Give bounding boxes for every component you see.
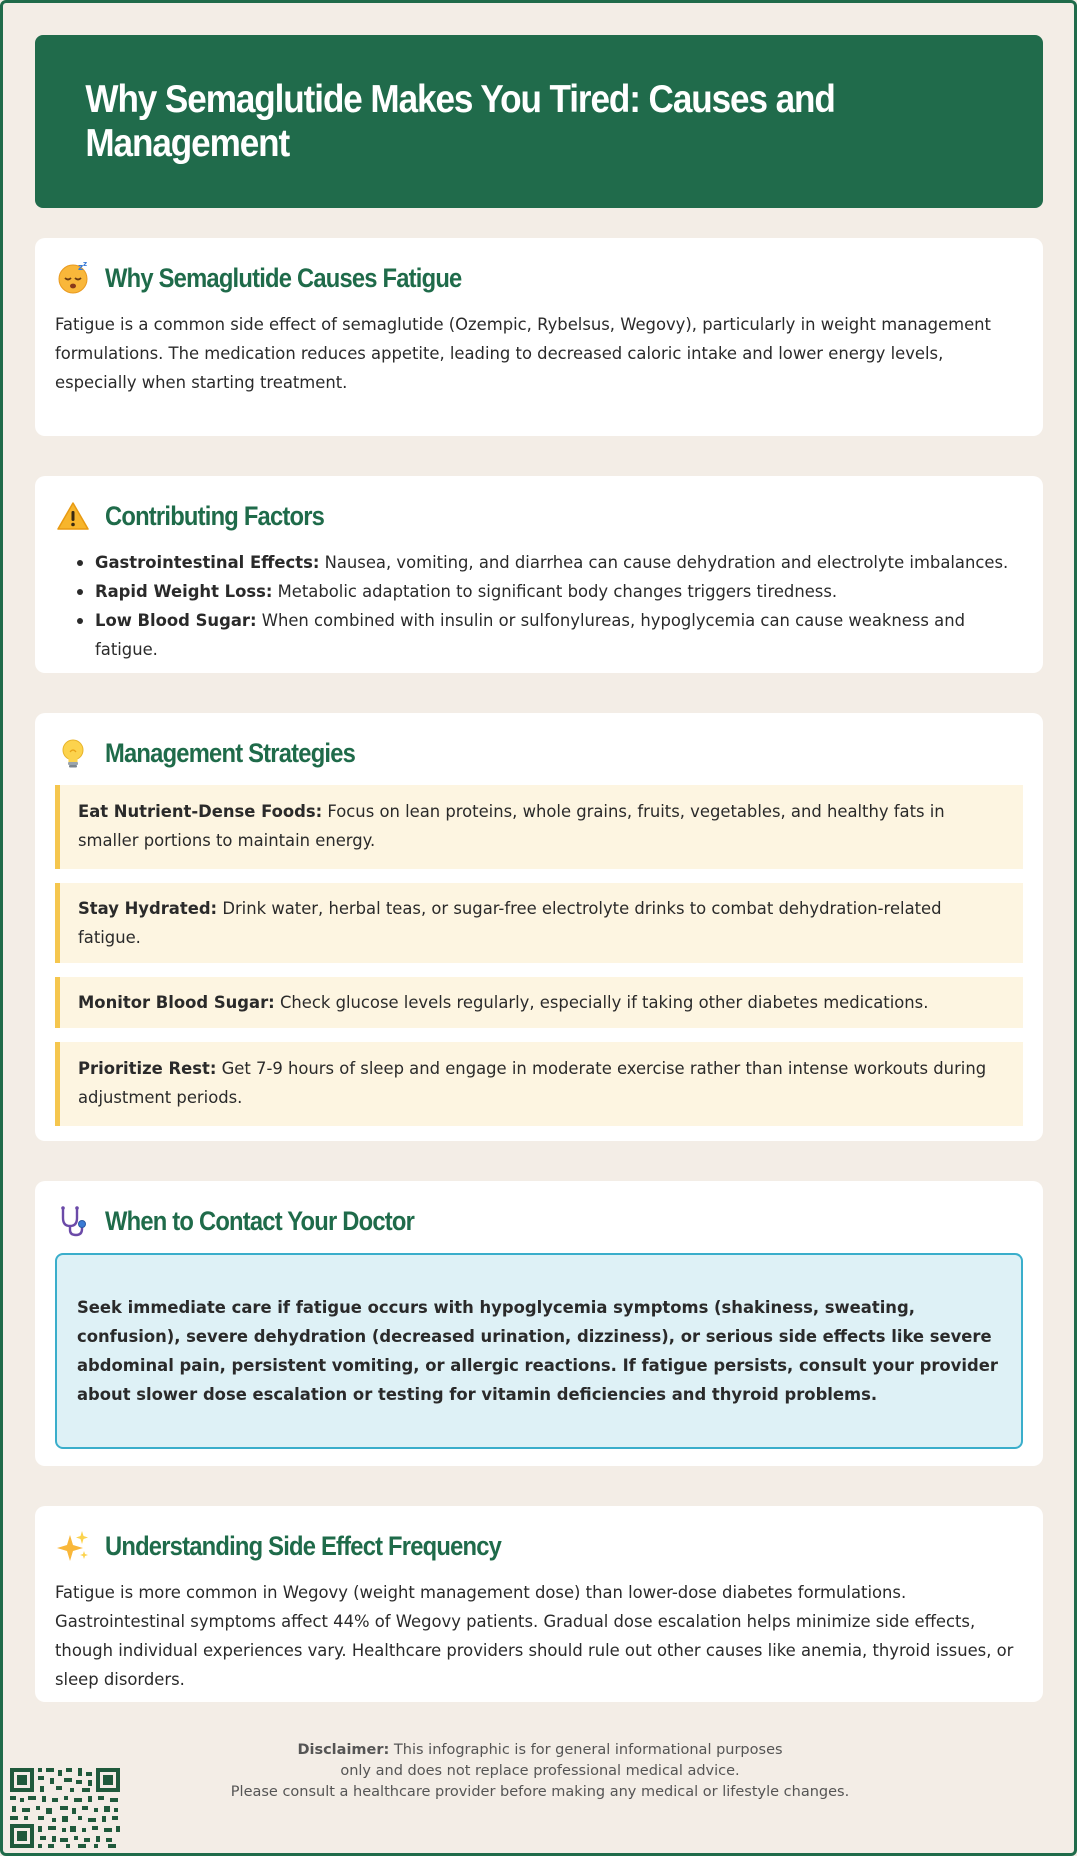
doctor-heading [55, 1201, 1023, 1241]
qr-code-icon [8, 1766, 122, 1850]
list-item: Gastrointestinal Effects: Nausea, vomiting, and diarrhea can cause dehydration and electrolyte imbalances. [95, 548, 1023, 577]
strategies-title: Management Strategies [105, 737, 356, 768]
causes-heading [55, 258, 1023, 298]
strategy-item: Stay Hydrated: Drink water, herbal teas, or sugar-free electrolyte drinks to combat dehydration-related fatigue. [55, 883, 1023, 963]
causes-card [35, 238, 1043, 436]
list-item: Rapid Weight Loss: Metabolic adaptation to significant body changes triggers tiredness. [95, 577, 1023, 606]
disclaimer-line-3: Please consult a healthcare provider before making any medical or lifestyle changes. [230, 1784, 850, 1800]
frequency-card [35, 1506, 1043, 1702]
sleeping-face-icon [55, 260, 91, 296]
factors-heading [55, 496, 1023, 536]
strategies-card [35, 713, 1043, 1141]
disclaimer [200, 1740, 880, 1803]
header-banner [35, 35, 1043, 208]
list-item: Low Blood Sugar: When combined with insulin or sulfonylureas, hypoglycemia can cause weakness and fatigue. [95, 606, 1023, 664]
doctor-title: When to Contact Your Doctor [105, 1205, 415, 1236]
factors-list [55, 548, 1023, 664]
disclaimer-label: Disclaimer: [297, 1742, 390, 1758]
doctor-text: Seek immediate care if fatigue occurs with hypoglycemia symptoms (shakiness, sweating, confusion), severe dehydration (decreased urination, dizziness), or serious side effects like severe abdominal pain, persistent vomiting, or allergic reactions. If fatigue persists, consult your provider about slower dose escalation or testing for vitamin deficiencies and thyroid problems. [77, 1298, 998, 1404]
light-bulb-icon [55, 735, 91, 771]
strategy-item: Eat Nutrient-Dense Foods: Focus on lean proteins, whole grains, fruits, vegetables, and healthy fats in smaller portions to maintain energy. [55, 785, 1023, 869]
doctor-card [35, 1181, 1043, 1466]
causes-title: Why Semaglutide Causes Fatigue [105, 262, 462, 293]
strategy-item: Prioritize Rest: Get 7-9 hours of sleep and engage in moderate exercise rather than intense workouts during adjustment periods. [55, 1042, 1023, 1126]
warning-icon [55, 498, 91, 534]
frequency-text: Fatigue is more common in Wegovy (weight management dose) than lower-dose diabetes formulations. Gastrointestinal symptoms affect 44% of Wegovy patients. Gradual dose escalation helps minimize side effects, though individual experiences vary. Healthcare providers should rule out other causes like anemia, thyroid issues, or sleep disorders. [55, 1583, 1014, 1689]
frequency-heading [55, 1526, 1023, 1566]
sparkles-icon [55, 1528, 91, 1564]
frequency-title: Understanding Side Effect Frequency [105, 1530, 502, 1561]
factors-title: Contributing Factors [105, 500, 325, 531]
causes-text: Fatigue is a common side effect of semaglutide (Ozempic, Rybelsus, Wegovy), particularly in weight management formulations. The medication reduces appetite, leading to decreased caloric intake and lower energy levels, especially when starting treatment. [55, 315, 991, 392]
factors-card [35, 476, 1043, 673]
svg-text:z: z [83, 261, 88, 268]
doctor-alert-box [55, 1253, 1023, 1449]
svg-text:z: z [78, 263, 84, 273]
strategy-item: Monitor Blood Sugar: Check glucose levels regularly, especially if taking other diabetes medications. [55, 977, 1023, 1028]
disclaimer-line-1: This infographic is for general informational purposes [389, 1742, 783, 1758]
strategies-heading [55, 733, 1023, 773]
disclaimer-line-2: only and does not replace professional medical advice. [340, 1763, 740, 1779]
stethoscope-icon [55, 1203, 91, 1239]
page-title: Why Semaglutide Makes You Tired: Causes and Management [85, 77, 835, 165]
